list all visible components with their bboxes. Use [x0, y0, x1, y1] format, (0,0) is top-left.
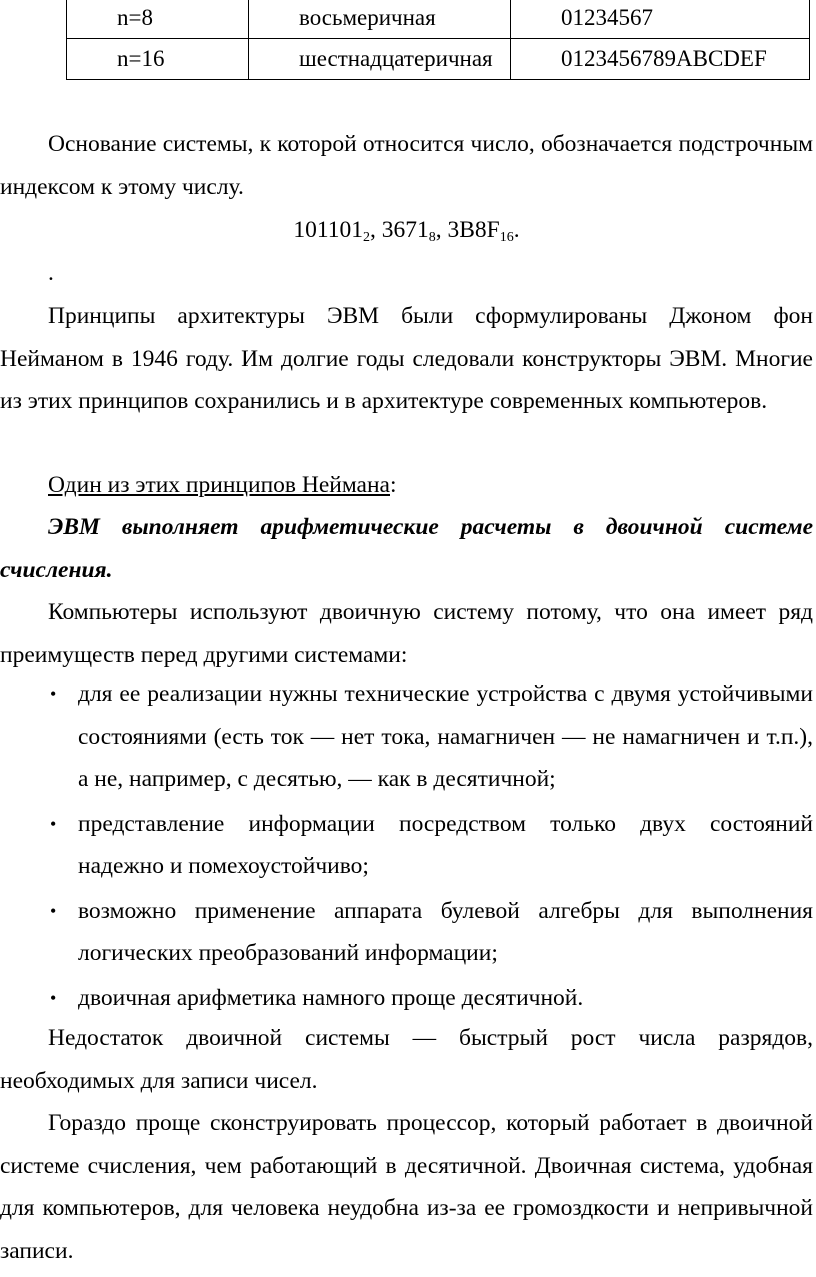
table-cell-base: n=16: [67, 39, 249, 80]
table-cell-name: шестнадцатеричная: [249, 39, 511, 80]
advantages-list: [0, 673, 813, 1021]
principle-colon: :: [390, 472, 397, 498]
principle-heading-line: [0, 464, 813, 507]
list-item: [0, 977, 813, 1020]
example-separator: ,: [370, 217, 382, 243]
stray-dot: .: [48, 260, 54, 286]
table-cell-digits: 0123456789ABCDEF: [511, 39, 810, 80]
bullet-icon: •: [50, 900, 57, 921]
list-item: [0, 673, 813, 801]
bullet-icon: •: [50, 684, 57, 704]
paragraph-von-neumann: Принципы архитектуры ЭВМ были сформулированы Джоном фон Нейманом в 1946 году. Им долгие годы следовали конструкторы ЭВМ. Многие из этих принципов сохранились и в архитектуре современных компьютеров.: [0, 303, 813, 414]
paragraph-processor: Гораздо проще сконструировать процессор, который работает в двоичной системе счисления, чем работающий в десятичной. Двоичная система, удобная для компьютеров, для человека неудобна из-за ее громоздкости и непривычной записи.: [0, 1110, 813, 1264]
example-separator: ,: [435, 217, 448, 243]
example-number: 3671: [381, 217, 429, 243]
paragraph-advantages-intro: Компьютеры используют двоичную систему потому, что она имеет ряд преимуществ перед другими системами:: [0, 599, 813, 668]
bullet-icon: •: [50, 987, 57, 1008]
number-examples: [0, 209, 813, 252]
paragraph-disadvantage: Недостаток двоичной системы — быстрый рост числа разрядов, необходимых для записи чисел.: [0, 1025, 813, 1094]
table-row: [67, 0, 810, 39]
principle-heading: Один из этих принципов Неймана: [48, 472, 390, 498]
example-end: .: [513, 217, 520, 243]
example-subscript: 2: [363, 230, 370, 245]
number-base-table: [66, 0, 810, 80]
example-subscript: 8: [428, 230, 436, 245]
bullet-icon: •: [50, 813, 57, 834]
list-item-text: возможно применение аппарата булевой алгебры для выполнения логических преобразований информации;: [78, 897, 813, 966]
example-subscript: 16: [499, 230, 514, 245]
example-number: 101101: [293, 217, 363, 243]
list-item: [0, 803, 813, 888]
list-item-text: для ее реализации нужны технические устройства с двумя устойчивыми состояниями (есть ток — нет тока, намагничен — не намагничен и т.п.), а не, например, с десятью, — как в десятичной;: [78, 681, 813, 792]
table-cell-digits: 01234567: [511, 0, 810, 39]
table-row: [67, 39, 810, 80]
paragraph-base-notation: Основание системы, к которой относится число, обозначается подстрочным индексом к этому числу.: [0, 131, 813, 200]
list-item-text: представление информации посредством только двух состояний надежно и помехоустойчиво;: [78, 810, 813, 879]
list-item: [0, 890, 813, 975]
principle-statement: ЭВМ выполняет арифметические расчеты в двоичной системе счисления.: [0, 514, 813, 583]
table-cell-name: восьмеричная: [249, 0, 511, 39]
example-number: 3B8F: [447, 217, 500, 243]
table-cell-base: n=8: [67, 0, 249, 39]
list-item-text: двоичная арифметика намного проще десятичной.: [78, 984, 584, 1011]
